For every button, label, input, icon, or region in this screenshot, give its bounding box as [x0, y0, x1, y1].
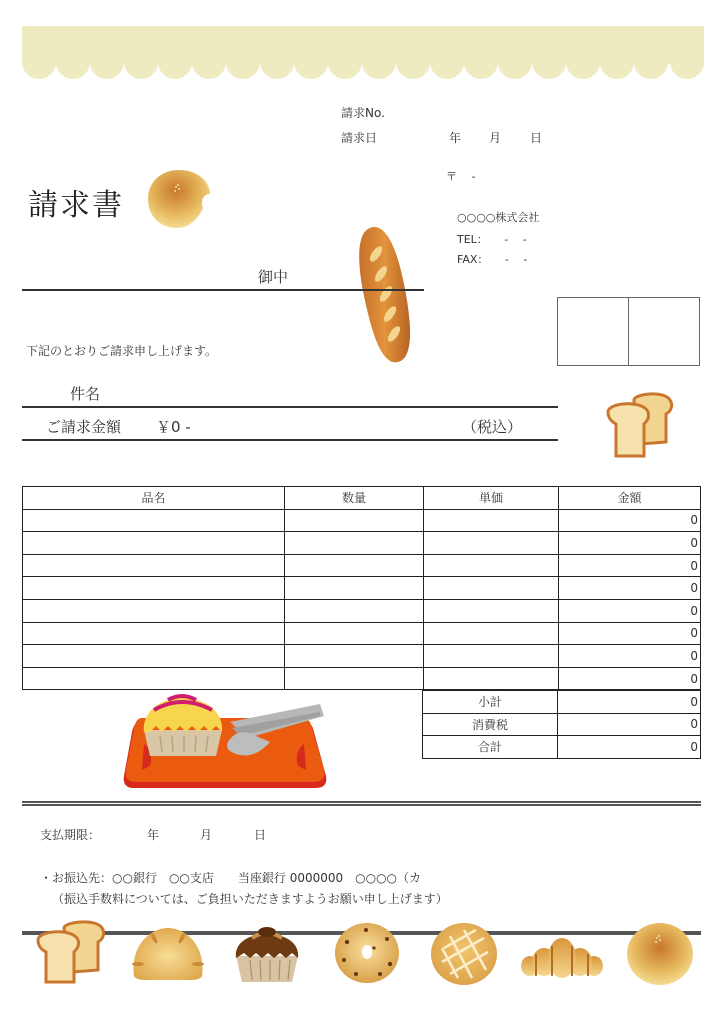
item-name-cell[interactable]: [23, 554, 285, 577]
payment-deadline-month: 月: [200, 828, 213, 842]
unit-price-cell[interactable]: [424, 509, 559, 532]
unit-price-cell[interactable]: [424, 645, 559, 668]
unit-price-cell[interactable]: [424, 532, 559, 555]
invoice-date-year: 年: [449, 131, 462, 145]
item-name-cell[interactable]: [23, 599, 285, 622]
unit-price-cell[interactable]: [424, 554, 559, 577]
amount-cell: 0: [559, 667, 701, 690]
table-row: [23, 599, 701, 622]
company-fax: FAX： - -: [457, 253, 528, 266]
amount-label: ご請求金額: [46, 418, 122, 436]
item-name-cell[interactable]: [23, 577, 285, 600]
company-name: ○○○○株式会社: [457, 211, 540, 224]
invoice-date-month: 月: [489, 131, 502, 145]
croissant-icon: [520, 934, 604, 980]
toast-icon: [34, 920, 106, 986]
item-name-cell[interactable]: [23, 509, 285, 532]
payment-deadline-year: 年: [147, 828, 160, 842]
postal-code: 〒 -: [446, 170, 476, 183]
subtotal-value: 0: [558, 691, 701, 714]
section-divider: [22, 801, 701, 806]
unit-price-cell[interactable]: [424, 599, 559, 622]
tax-row: [423, 713, 701, 736]
header-item-name: 品名: [23, 487, 285, 510]
total-row: [423, 736, 701, 759]
item-name-cell[interactable]: [23, 667, 285, 690]
amount-cell: 0: [559, 509, 701, 532]
quantity-cell[interactable]: [285, 509, 424, 532]
company-tel: TEL： - -: [457, 233, 527, 246]
table-header-row: [23, 487, 701, 510]
amount-cell: 0: [559, 577, 701, 600]
recipient-suffix: 御中: [258, 268, 289, 286]
invoice-date-day: 日: [530, 131, 543, 145]
quantity-cell[interactable]: [285, 577, 424, 600]
table-row: [23, 667, 701, 690]
tax-value: 0: [558, 713, 701, 736]
payment-deadline-label: 支払期限：: [40, 828, 101, 842]
table-row: [23, 554, 701, 577]
bagel-icon: [334, 922, 400, 984]
transfer-fee-note: （振込手数料については、ご負担いただきますようお願い申し上げます）: [52, 892, 448, 906]
item-name-cell[interactable]: [23, 532, 285, 555]
table-row: [23, 532, 701, 555]
unit-price-cell[interactable]: [424, 667, 559, 690]
stamp-cell-1: [558, 298, 629, 365]
bank-info: ・お振込先：○○銀行 ○○支店 当座銀行 0000000 ○○○○（カ: [40, 871, 422, 885]
total-label: 合計: [423, 736, 558, 759]
amount-cell: 0: [559, 645, 701, 668]
subject-underline: [22, 406, 558, 408]
table-row: [23, 577, 701, 600]
item-name-cell[interactable]: [23, 645, 285, 668]
page-title: 請求書: [28, 188, 124, 223]
amount-cell: 0: [559, 532, 701, 555]
quantity-cell[interactable]: [285, 599, 424, 622]
total-value: 0: [558, 736, 701, 759]
tax-label: 消費税: [423, 713, 558, 736]
items-table: [22, 486, 701, 690]
stamp-cell-2: [629, 298, 699, 365]
amount-cell: 0: [559, 554, 701, 577]
scalloped-banner: [22, 26, 704, 80]
table-row: [23, 509, 701, 532]
amount-value: ￥0 -: [156, 418, 191, 436]
header-amount: 金額: [559, 487, 701, 510]
quantity-cell[interactable]: [285, 645, 424, 668]
intro-text: 下記のとおりご請求申し上げます。: [26, 344, 218, 358]
summary-table: [422, 690, 701, 759]
invoice-no-label: 請求No.: [341, 106, 385, 120]
invoice-date-label: 請求日: [341, 131, 378, 145]
header-unit-price: 単価: [424, 487, 559, 510]
payment-deadline-day: 日: [254, 828, 267, 842]
quantity-cell[interactable]: [285, 554, 424, 577]
tray-illustration: [120, 692, 330, 792]
table-row: [23, 622, 701, 645]
toast-icon: [604, 392, 676, 460]
quantity-cell[interactable]: [285, 667, 424, 690]
quantity-cell[interactable]: [285, 622, 424, 645]
subtotal-label: 小計: [423, 691, 558, 714]
baguette-icon: [354, 224, 414, 364]
subject-label: 件名: [70, 385, 101, 403]
subtotal-row: [423, 691, 701, 714]
bun-icon: [626, 922, 694, 986]
stamp-box: [557, 297, 700, 366]
item-name-cell[interactable]: [23, 622, 285, 645]
table-row: [23, 645, 701, 668]
header-quantity: 数量: [285, 487, 424, 510]
recipient-underline: [22, 289, 424, 291]
amount-underline: [22, 439, 558, 441]
bun-icon: [146, 168, 212, 230]
round-bread-icon: [130, 926, 206, 982]
melon-bread-icon: [430, 922, 498, 986]
unit-price-cell[interactable]: [424, 622, 559, 645]
amount-cell: 0: [559, 599, 701, 622]
tax-note: （税込）: [462, 418, 523, 436]
amount-cell: 0: [559, 622, 701, 645]
chocolate-cupcake-icon: [232, 926, 302, 984]
quantity-cell[interactable]: [285, 532, 424, 555]
unit-price-cell[interactable]: [424, 577, 559, 600]
